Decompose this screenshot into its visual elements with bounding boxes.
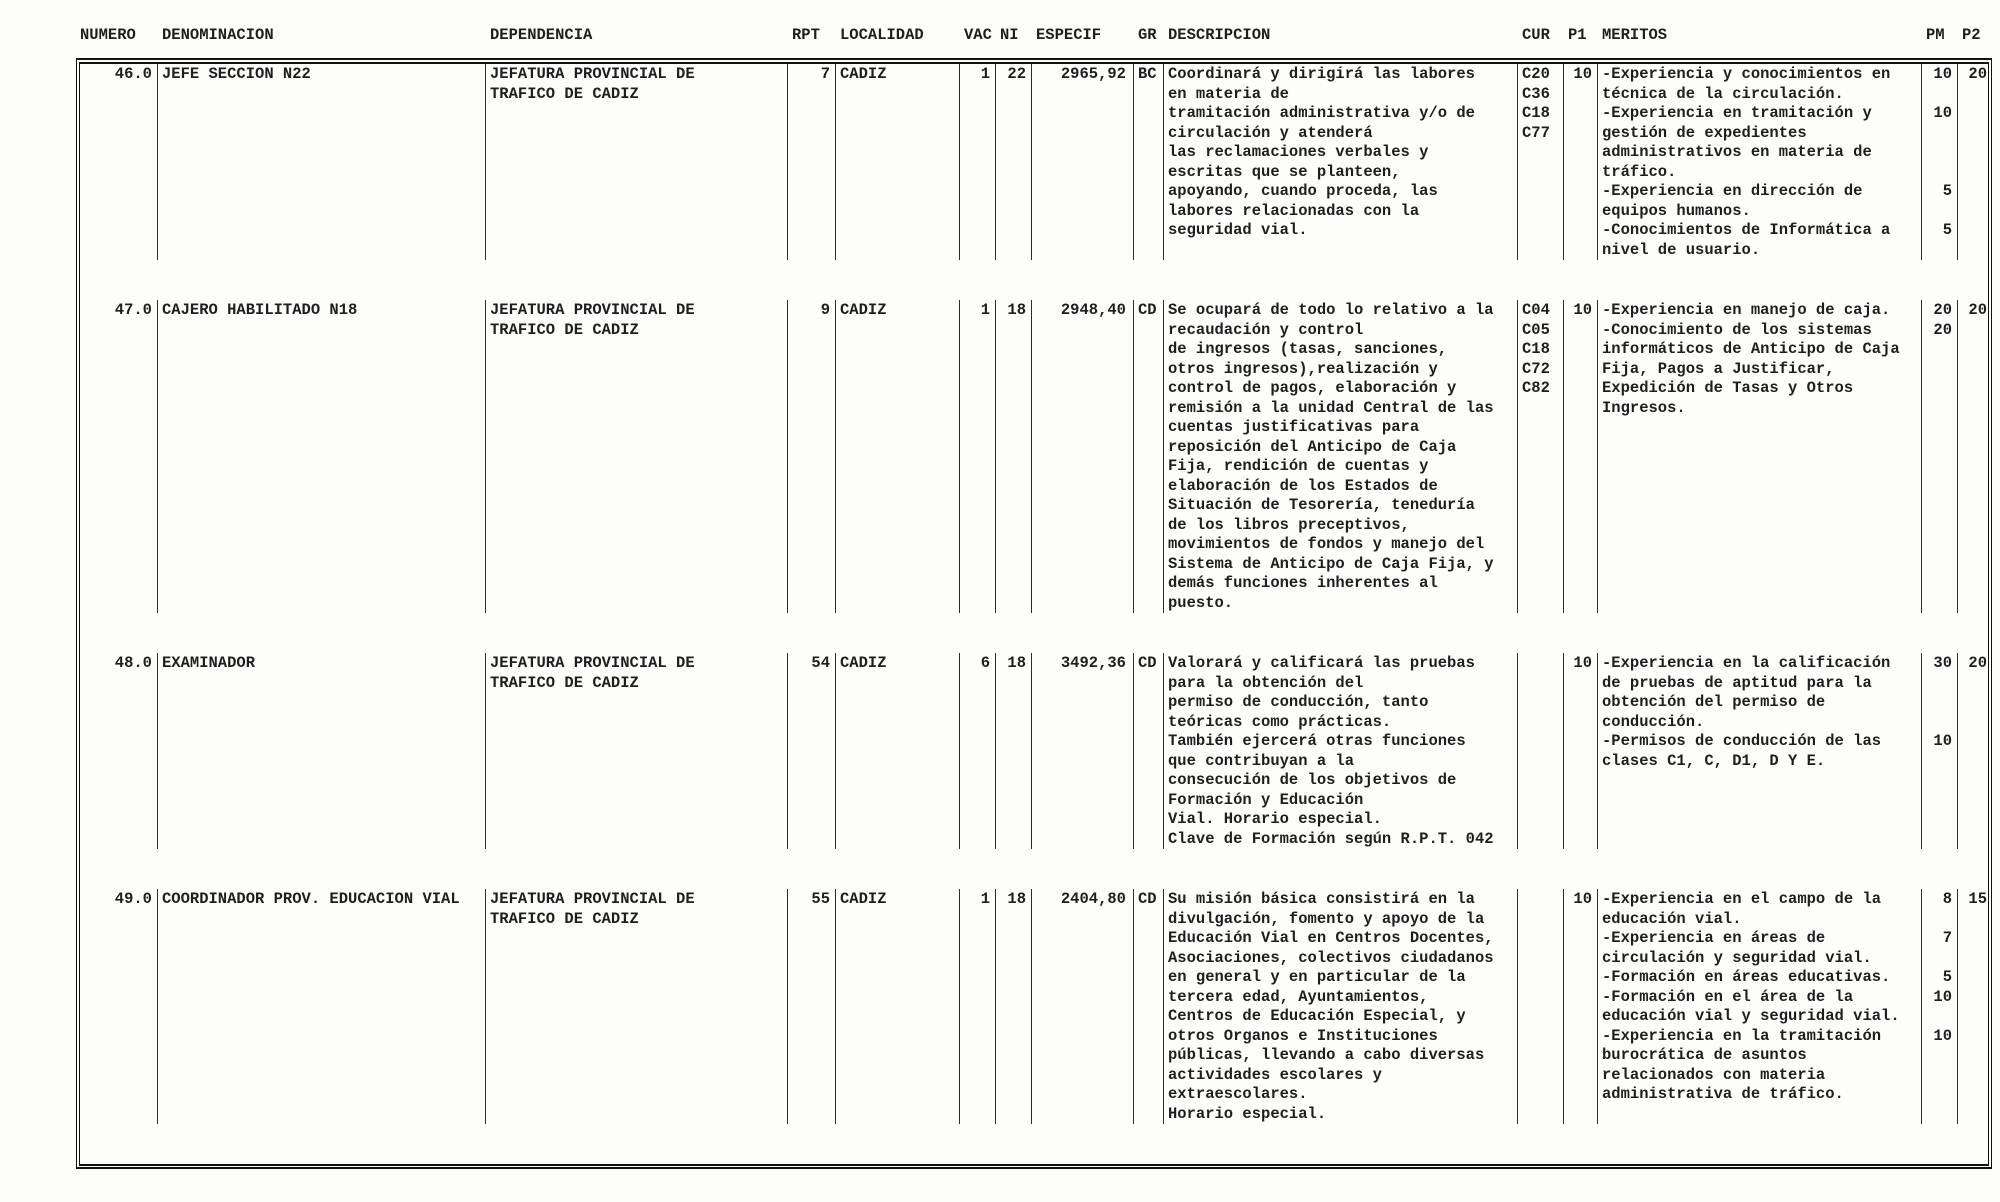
cell-meritos: -Experiencia en la calificación de pruebas de aptitud para la obtención del permiso de conducción. -Permisos de conducción de las clases C1, C, D1, D Y E. (1598, 653, 1922, 849)
table-row (80, 653, 1988, 889)
cell-rpt: 9 (788, 300, 836, 613)
cell-rpt: 7 (788, 64, 836, 260)
cell-dependencia: JEFATURA PROVINCIAL DE TRAFICO DE CADIZ (486, 64, 788, 260)
cell-numero: 48.0 (80, 653, 158, 849)
cell-localidad: CADIZ (836, 653, 960, 849)
table-body (80, 64, 1988, 1164)
header-vac: VAC (964, 26, 992, 44)
cell-vac: 1 (960, 64, 996, 260)
cell-dependencia: JEFATURA PROVINCIAL DE TRAFICO DE CADIZ (486, 653, 788, 849)
cell-gr: CD (1134, 653, 1164, 849)
header-ni: NI (1000, 26, 1019, 44)
cell-pm: 8 7 5 10 10 (1922, 889, 1958, 1124)
cell-ni: 18 (996, 889, 1032, 1124)
cell-meritos: -Experiencia en manejo de caja. -Conocimiento de los sistemas informáticos de Anticipo de Caja Fija, Pagos a Justificar, Expedición de Tasas y Otros Ingresos. (1598, 300, 1922, 613)
header-descripcion: DESCRIPCION (1168, 26, 1271, 44)
cell-vac: 6 (960, 653, 996, 849)
cell-especif: 3492,36 (1032, 653, 1134, 849)
cell-descripcion: Se ocupará de todo lo relativo a la recaudación y control de ingresos (tasas, sanciones, otros ingresos),realización y control de pagos, elaboración y remisión a la unidad Central de las cuentas justificativas para reposición del Anticipo de Caja Fija, rendición de cuentas y elaboración de los Estados de Situación de Tesorería, teneduría de los libros preceptivos, movimientos de fondos y manejo del Sistema de Anticipo de Caja Fija, y demás funciones inherentes al puesto. (1164, 300, 1518, 613)
header-rpt: RPT (792, 26, 820, 44)
cell-vac: 1 (960, 300, 996, 613)
cell-pm: 30 10 (1922, 653, 1958, 849)
header-numero: NUMERO (80, 26, 136, 44)
cell-descripcion: Su misión básica consistirá en la divulgación, fomento y apoyo de la Educación Vial en Centros Docentes, Asociaciones, colectivos ciudadanos en general y en particular de la tercera edad, Ayuntamientos, Centros de Educación Especial, y otros Organos e Instituciones públicas, llevando a cabo diversas actividades escolares y extraescolares. Horario especial. (1164, 889, 1518, 1124)
cell-especif: 2404,80 (1032, 889, 1134, 1124)
cell-rpt: 54 (788, 653, 836, 849)
cell-p2: 20 (1968, 301, 1987, 319)
table-row (80, 64, 1988, 300)
cell-pm: 20 20 (1922, 300, 1958, 613)
cell-especif: 2965,92 (1032, 64, 1134, 260)
cell-pm: 10 10 5 5 (1922, 64, 1958, 260)
cell-p2: 15 (1968, 890, 1987, 908)
cell-gr: BC (1134, 64, 1164, 260)
cell-vac: 1 (960, 889, 996, 1124)
cell-rpt: 55 (788, 889, 836, 1124)
cell-p1: 10 (1564, 653, 1598, 849)
cell-localidad: CADIZ (836, 64, 960, 260)
header-p2: P2 (1962, 26, 1981, 44)
cell-cur: C04 C05 C18 C72 C82 (1518, 300, 1564, 613)
cell-numero: 47.0 (80, 300, 158, 613)
cell-numero: 49.0 (80, 889, 158, 1124)
cell-dependencia: JEFATURA PROVINCIAL DE TRAFICO DE CADIZ (486, 300, 788, 613)
cell-p2: 20 (1968, 65, 1987, 83)
cell-gr: CD (1134, 889, 1164, 1124)
header-pm: PM (1926, 26, 1945, 44)
table-row (80, 300, 1988, 653)
header-meritos: MERITOS (1602, 26, 1668, 44)
header-denominacion: DENOMINACION (162, 26, 274, 44)
header-cur: CUR (1522, 26, 1550, 44)
cell-ni: 22 (996, 64, 1032, 260)
header-especif: ESPECIF (1036, 26, 1102, 44)
header-localidad: LOCALIDAD (840, 26, 924, 44)
cell-ni: 18 (996, 300, 1032, 613)
positions-table (76, 58, 1992, 1169)
cell-descripcion: Valorará y calificará las pruebas para la obtención del permiso de conducción, tanto teóricas como prácticas. También ejercerá otras funciones que contribuyan a la consecución de los objetivos de Formación y Educación Vial. Horario especial. Clave de Formación según R.P.T. 042 (1164, 653, 1518, 849)
cell-especif: 2948,40 (1032, 300, 1134, 613)
cell-denominacion: JEFE SECCION N22 (158, 64, 486, 260)
cell-denominacion: CAJERO HABILITADO N18 (158, 300, 486, 613)
cell-ni: 18 (996, 653, 1032, 849)
cell-meritos: -Experiencia en el campo de la educación vial. -Experiencia en áreas de circulación y seguridad vial. -Formación en áreas educativas. -Formación en el área de la educación vial y seguridad vial. -Experiencia en la tramitación burocrática de asuntos relacionados con materia administrativa de tráfico. (1598, 889, 1922, 1124)
cell-cur (1518, 653, 1564, 849)
table-row (80, 889, 1988, 1164)
cell-p1: 10 (1564, 889, 1598, 1124)
cell-descripcion: Coordinará y dirigirá las labores en materia de tramitación administrativa y/o de circulación y atenderá las reclamaciones verbales y escritas que se planteen, apoyando, cuando proceda, las labores relacionadas con la seguridad vial. (1164, 64, 1518, 260)
cell-denominacion: EXAMINADOR (158, 653, 486, 849)
cell-localidad: CADIZ (836, 889, 960, 1124)
cell-p1: 10 (1564, 64, 1598, 260)
column-header-row (76, 26, 1992, 46)
cell-numero: 46.0 (80, 64, 158, 260)
cell-p2: 20 (1968, 654, 1987, 672)
header-dependencia: DEPENDENCIA (490, 26, 593, 44)
header-p1: P1 (1568, 26, 1587, 44)
cell-cur (1518, 889, 1564, 1124)
cell-gr: CD (1134, 300, 1164, 613)
cell-meritos: -Experiencia y conocimientos en técnica de la circulación. -Experiencia en tramitación y gestión de expedientes administrativos en materia de tráfico. -Experiencia en dirección de equipos humanos. -Conocimientos de Informática a nivel de usuario. (1598, 64, 1922, 260)
cell-p1: 10 (1564, 300, 1598, 613)
cell-dependencia: JEFATURA PROVINCIAL DE TRAFICO DE CADIZ (486, 889, 788, 1124)
cell-localidad: CADIZ (836, 300, 960, 613)
header-gr: GR (1138, 26, 1157, 44)
cell-cur: C20 C36 C18 C77 (1518, 64, 1564, 260)
cell-denominacion: COORDINADOR PROV. EDUCACION VIAL (158, 889, 486, 1124)
